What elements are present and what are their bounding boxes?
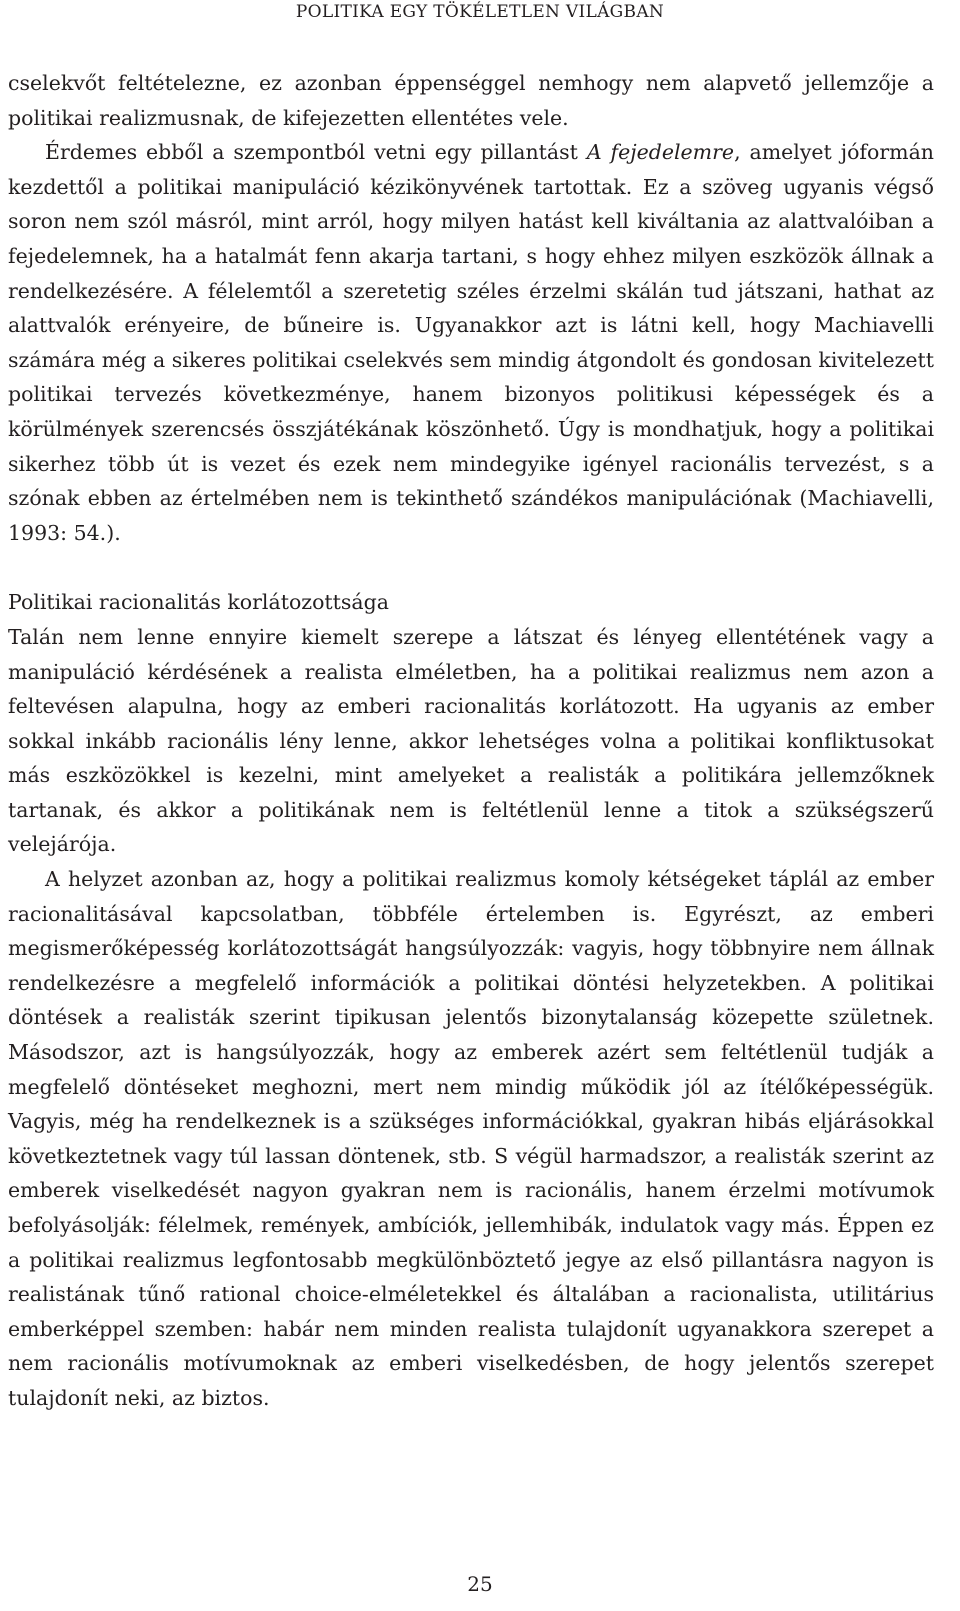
paragraph-fejedelem [8, 135, 934, 550]
paragraph-rationality: A helyzet azonban az, hogy a politikai realizmus komoly kétségeket táplál az ember racionalitásával kapcsolatban, többféle értelemben is. Egyrészt, az emberi megismerőképesség korlátozottságát hangsúlyozzák: vagyis, hogy többnyire nem állnak rendelkezésre a megfelelő információk a politikai döntési helyzetekben. A politikai döntések a realisták szerint tipikusan jelentős bizonytalanság közepette születnek. Másodszor, azt is hangsúlyozzák, hogy az emberek azért sem feltétlenül tudják a megfelelő döntéseket meghozni, mert nem mindig működik jól az ítélőképességük. Vagyis, még ha rendelkeznek is a szükséges információkkal, gyakran hibás eljárásokkal következtetnek vagy túl lassan döntenek, stb. S végül harmadszor, a realisták szerint az emberek viselkedését nagyon gyakran nem is racionális, hanem érzelmi motívumok befolyásolják: félelmek, remények, ambíciók, jellemhibák, indulatok vagy más. Éppen ez a politikai realizmus legfontosabb megkülönböztető jegye az első pillantásra nagyon is realistának tűnő rational choice-elméletekkel és általában a racionalista, utilitárius emberképpel szemben: habár nem minden realista tulajdonít ugyanakkora szerepet a nem racionális motívumoknak az emberi viselkedésben, de hogy jelentős szerepet tulajdonít neki, az biztos. [8, 867, 934, 1410]
body-text [8, 66, 934, 1416]
section-heading: Politikai racionalitás korlátozottsága [8, 590, 389, 615]
book-title-italic: A fejedelemre [586, 140, 735, 165]
paragraph-section-intro: Talán nem lenne ennyire kiemelt szerepe a látszat és lényeg ellentétének vagy a manipuláció kérdésének a realista elméletben, ha a politikai realizmus nem azon a feltevésen alapulna, hogy az emberi racionalitás korlátozott. Ha ugyanis az ember sokkal inkább racionális lény lenne, akkor lehetséges volna a politikai konfliktusokat más eszközökkel is kezelni, mint amelyeket a realisták a politikára jellemzőknek tartanak, és akkor a politikának nem is feltétlenül lenne a titok a szükségszerű velejárója. [8, 624, 934, 857]
paragraph-text: Érdemes ebből a szempontból vetni egy pillantást [45, 140, 587, 165]
paragraph-text: , amelyet jóformán kezdettől a politikai manipuláció kézikönyvének tartottak. Ez a szöveg ugyanis végső soron nem szól másról, mint arról, hogy milyen hatást kell kiváltania az alattvalóiban a fejedelemnek, ha a hatalmát fenn akarja tartani, s hogy ehhez milyen eszközök állnak a rendelkezésére. A félelemtől a szeretetig széles érzelmi skálán tud játszani, hathat az alattvalók erényeire, de bűneire is. Ugyanakkor azt is látni kell, hogy Machiavelli számára még a sikeres politikai cselekvés sem mindig átgondolt és gondosan kivitelezett politikai tervezés következménye, hanem bizonyos politikusi képességek és a körülmények szerencsés összjátékának köszönhető. Úgy is mondhatjuk, hogy a politikai sikerhez több út is vezet és ezek nem mindegyike igényel racionális tervezést, s a szónak ebben az értelmében nem is tekinthető szándékos manipulációnak (Machiavelli, 1993: 54.). [8, 140, 934, 545]
running-header: POLITIKA EGY TÖKÉLETLEN VILÁGBAN [295, 2, 665, 22]
paragraph-continuation: cselekvőt feltételezne, ez azonban éppenséggel nemhogy nem alapvető jellemzője a politikai realizmusnak, de kifejezetten ellentétes vele. [8, 71, 934, 130]
page-number: 25 [467, 1572, 493, 1596]
